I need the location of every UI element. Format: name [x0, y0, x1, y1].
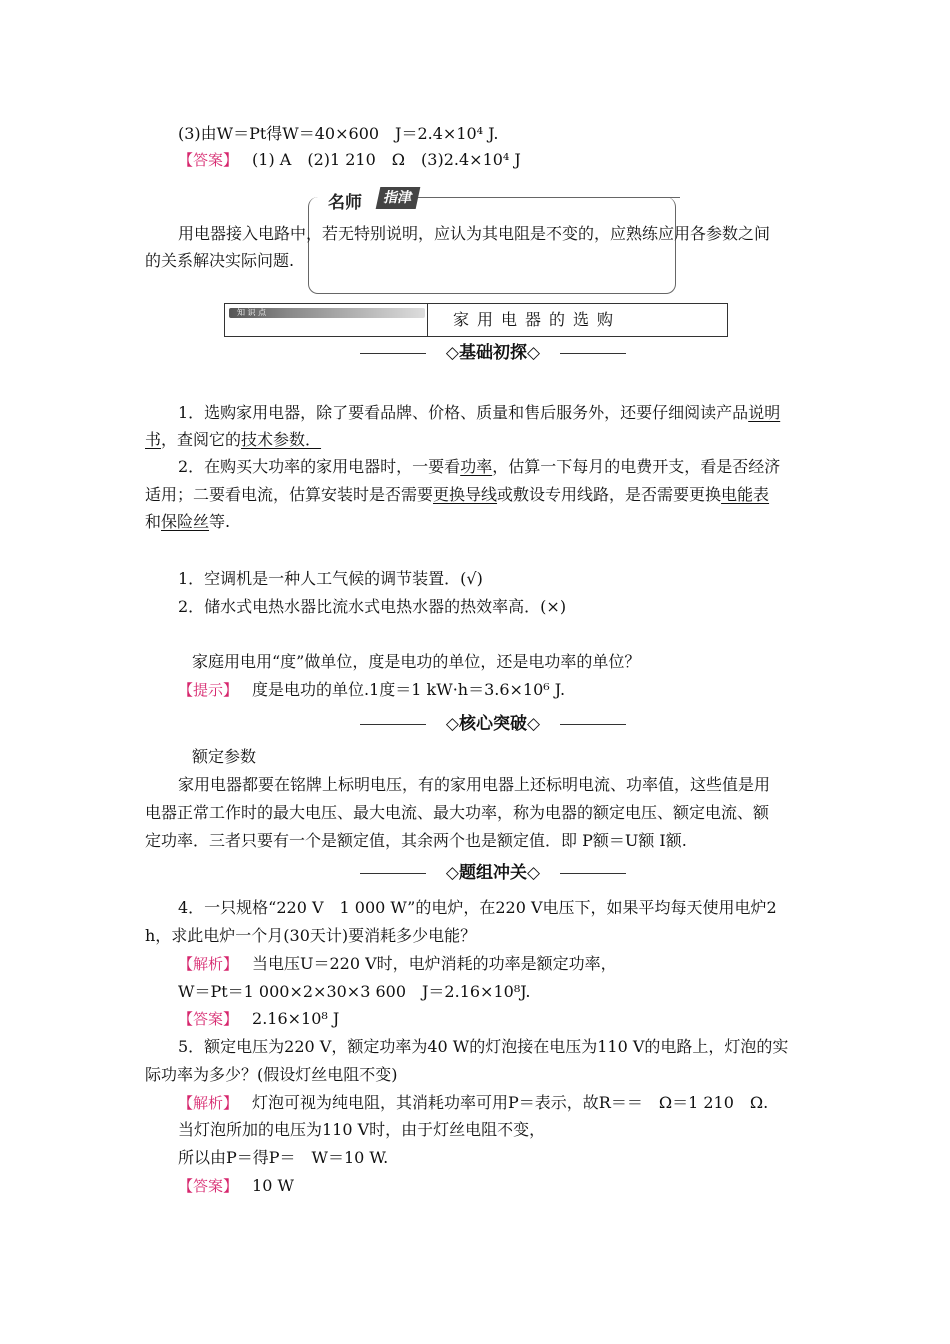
knowledge-title: 家用电器的选购 — [453, 310, 622, 329]
q4-line-1: 4．一只规格“220 V 1 000 W”的电炉，在220 V电压下，如果平均每天使用电炉2 — [178, 898, 777, 917]
q4-analysis-line — [178, 952, 617, 976]
tip-title-b: 指津 — [376, 187, 421, 209]
section-drill-title: ◇题组冲关◇ — [445, 863, 541, 883]
section-drill — [360, 861, 626, 885]
q4-answer-line — [178, 1007, 339, 1031]
q5-line-2: 际功率为多少？(假设灯丝电阻不变) — [145, 1065, 398, 1084]
q4-analysis-2: W＝Pt＝1 000×2×30×3 600 J＝2.16×10⁸J. — [178, 982, 531, 1001]
answer-tag: 【答案】 — [178, 1010, 239, 1028]
underlined-term: 功率 — [460, 457, 493, 476]
analysis-tag: 【解析】 — [178, 955, 239, 973]
text: 适用；二要看电流，估算安装时是否需要 — [145, 485, 434, 504]
core-line-2: 电器正常工作时的最大电压、最大电流、最大功率，称为电器的额定电压、额定电流、额 — [145, 803, 770, 822]
core-heading: 额定参数 — [192, 747, 257, 766]
q4-analysis-1: 当电压U＝220 V时，电炉消耗的功率是额定功率， — [252, 954, 617, 973]
q5-line-1: 5．额定电压为220 V，额定功率为40 W的灯泡接在电压为110 V的电路上，灯泡的实 — [178, 1037, 789, 1056]
text: 等. — [209, 512, 231, 531]
knowledge-label-bar — [229, 308, 425, 318]
q5-answer: 10 W — [252, 1176, 294, 1195]
think-hint: 度是电功的单位.1度＝1 kW·h＝3.6×10⁶ J. — [252, 680, 566, 699]
underlined-term: 保险丝 — [161, 512, 210, 531]
prev-answer: (1) A (2)1 210 Ω (3)2.4×10⁴ J — [252, 150, 521, 169]
section-basic — [360, 341, 626, 365]
answer-tag: 【答案】 — [178, 151, 239, 169]
section-core — [360, 712, 626, 736]
tip-line-2: 的关系解决实际问题. — [145, 251, 295, 270]
think-hint-line — [178, 678, 565, 702]
underlined-term: 技术参数． — [241, 430, 322, 449]
judge-q1: 1．空调机是一种人工气候的调节装置．(√) — [178, 569, 483, 588]
q4-answer: 2.16×10⁸ J — [252, 1009, 340, 1028]
text: 2．在购买大功率的家用电器时，一要看 — [178, 457, 461, 476]
basic-p2-l1 — [178, 455, 780, 479]
q5-analysis-1: 灯泡可视为纯电阻，其消耗功率可用P＝表示，故R＝＝ Ω＝1 210 Ω. — [252, 1093, 769, 1112]
q5-analysis-3: 所以由P＝得P＝ W＝10 W. — [178, 1148, 389, 1167]
judge-q2: 2．储水式电热水器比流水式电热水器的热效率高．(×) — [178, 597, 567, 616]
knowledge-bar — [224, 303, 728, 337]
solution-step3: (3)由W＝Pt得W＝40×600 J＝2.4×10⁴ J. — [178, 124, 499, 143]
knowledge-separator — [427, 304, 428, 336]
answer-tag: 【答案】 — [178, 1177, 239, 1195]
q5-answer-line — [178, 1174, 294, 1198]
knowledge-label: 知 识 点 — [237, 308, 267, 317]
underlined-term: 更换导线 — [433, 485, 498, 504]
analysis-tag: 【解析】 — [178, 1094, 239, 1112]
tip-line-1: 用电器接入电路中，若无特别说明，应认为其电阻是不变的，应熟练应用各参数之间 — [178, 224, 771, 243]
q5-analysis-2: 当灯泡所加的电压为110 V时，由于灯丝电阻不变， — [178, 1120, 546, 1139]
underlined-term: 电能表 — [721, 485, 770, 504]
core-line-1: 家用电器都要在铭牌上标明电压，有的家用电器上还标明电流、功率值，这些值是用 — [178, 775, 771, 794]
underlined-term: 书 — [145, 430, 162, 449]
text: 或敷设专用线路，是否需要更换 — [497, 485, 722, 504]
text: 和 — [145, 512, 162, 531]
think-question: 家庭用电用“度”做单位，度是电功的单位，还是电功率的单位？ — [192, 652, 641, 671]
tip-header-rule — [418, 197, 680, 198]
basic-p2-l2 — [145, 483, 769, 507]
tip-header — [320, 186, 680, 212]
text: ，估算一下每月的电费开支，看是否经济 — [492, 457, 781, 476]
q4-line-2: h，求此电炉一个月(30天计)要消耗多少电能？ — [145, 926, 477, 945]
underlined-term: 说明 — [748, 403, 781, 422]
section-basic-title: ◇基础初探◇ — [445, 343, 541, 363]
core-line-3: 定功率．三者只要有一个是额定值，其余两个也是额定值．即 P额＝U额 I额. — [145, 831, 687, 850]
basic-p1-l2 — [145, 428, 321, 452]
text: 1．选购家用电器，除了要看品牌、价格、质量和售后服务外，还要仔细阅读产品 — [178, 403, 749, 422]
hint-tag: 【提示】 — [178, 681, 239, 699]
basic-p2-l3 — [145, 510, 230, 534]
basic-p1-l1 — [178, 401, 780, 425]
tip-title-a: 名师 — [328, 193, 362, 213]
text: ，查阅它的 — [161, 430, 242, 449]
q5-analysis-line — [178, 1091, 768, 1115]
section-core-title: ◇核心突破◇ — [445, 714, 541, 734]
prev-answer-line — [178, 148, 521, 172]
